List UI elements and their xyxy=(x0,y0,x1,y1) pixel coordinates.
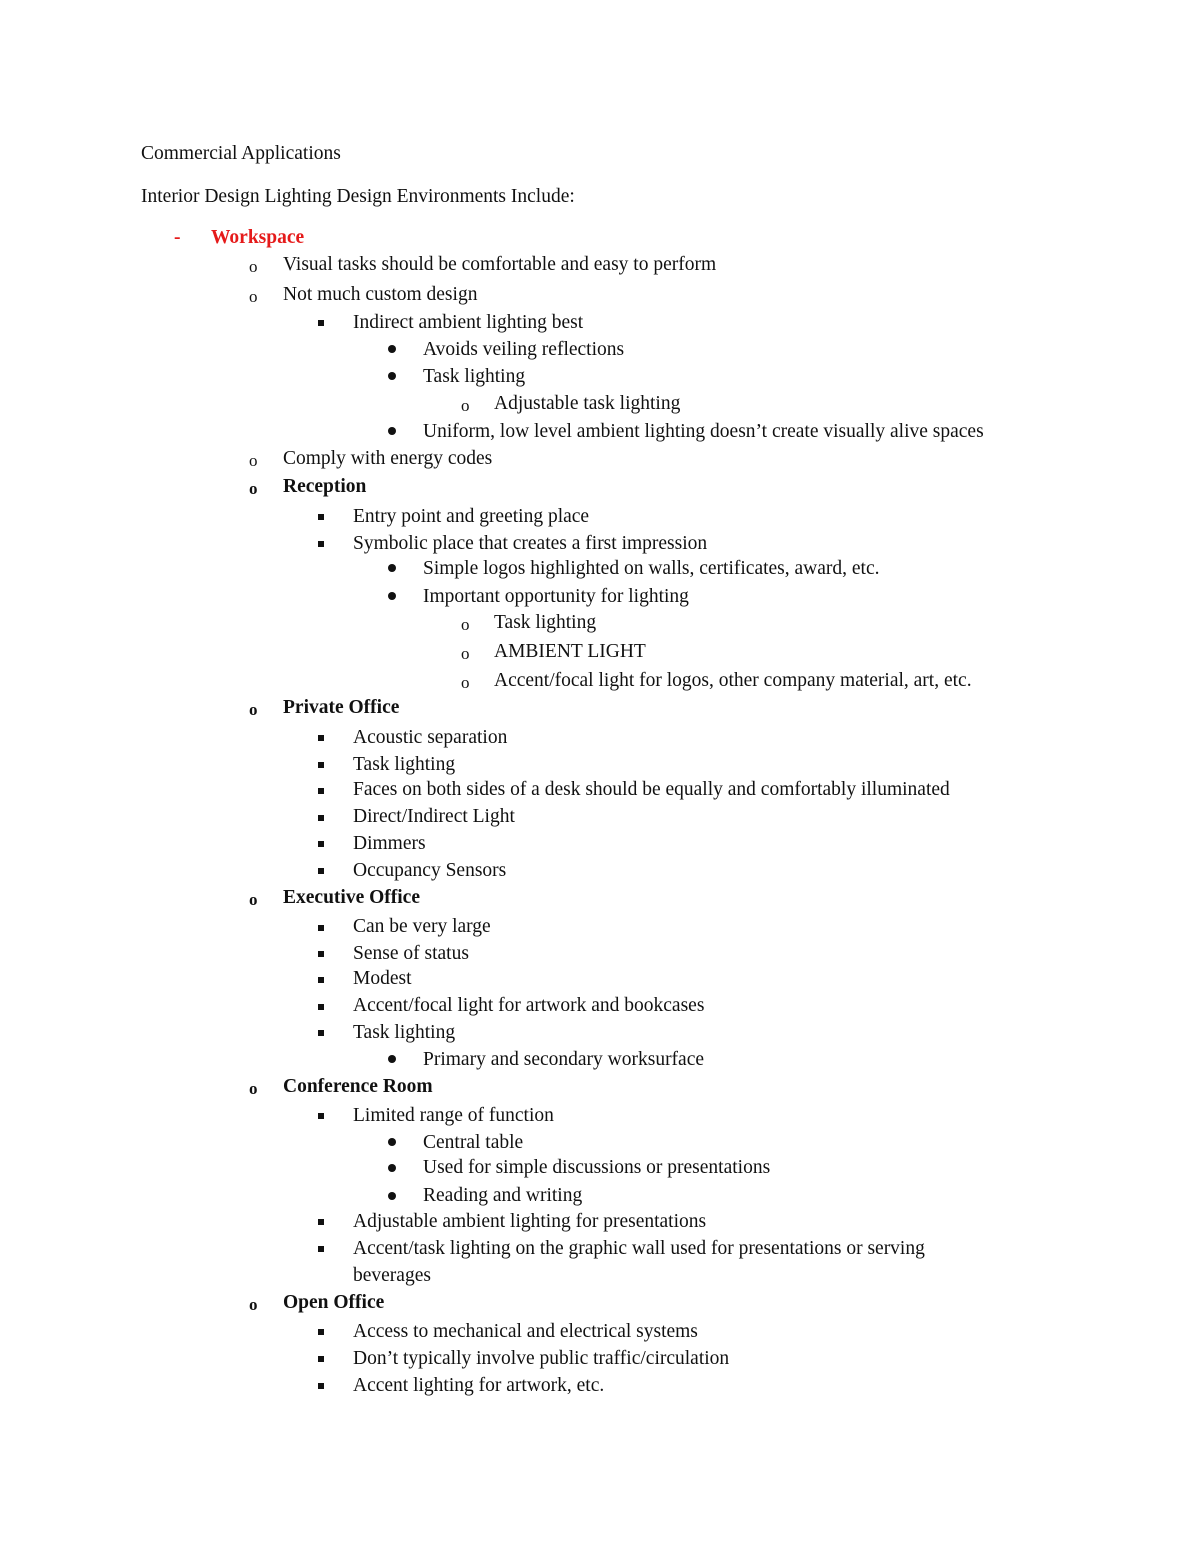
o-bullet: o xyxy=(249,479,258,498)
round-bullet xyxy=(388,1055,396,1063)
list-item: Limited range of function xyxy=(353,1105,554,1126)
square-bullet xyxy=(318,868,324,874)
round-bullet xyxy=(388,1164,396,1172)
round-bullet xyxy=(388,345,396,353)
square-bullet xyxy=(318,1219,324,1225)
list-item: Don’t typically involve public traffic/circulation xyxy=(353,1348,730,1369)
square-bullet xyxy=(318,815,324,821)
square-bullet xyxy=(318,977,324,983)
list-item: Direct/Indirect Light xyxy=(353,806,515,827)
round-bullet xyxy=(388,427,396,435)
o-bullet: o xyxy=(461,396,470,415)
square-bullet xyxy=(318,951,324,957)
list-item-continuation: beverages xyxy=(353,1265,431,1286)
list-item: Avoids veiling reflections xyxy=(423,339,625,360)
o-bullet: o xyxy=(461,615,470,634)
list-item: Accent/focal light for artwork and bookcases xyxy=(353,995,705,1016)
list-item: Access to mechanical and electrical systems xyxy=(353,1321,698,1342)
list-item: Acoustic separation xyxy=(353,727,508,748)
list-item: Visual tasks should be comfortable and easy to perform xyxy=(283,254,717,275)
list-item: Accent/task lighting on the graphic wall used for presentations or serving xyxy=(353,1238,925,1259)
list-item: Occupancy Sensors xyxy=(353,860,507,881)
o-bullet: o xyxy=(249,287,258,306)
o-bullet: o xyxy=(249,1295,258,1314)
o-bullet: o xyxy=(249,890,258,909)
square-bullet xyxy=(318,1113,324,1119)
list-item: Task lighting xyxy=(423,366,526,387)
section-conference-room: Conference Room xyxy=(283,1076,433,1097)
square-bullet xyxy=(318,735,324,741)
round-bullet xyxy=(388,564,396,572)
list-item: Can be very large xyxy=(353,916,491,937)
list-item: Simple logos highlighted on walls, certificates, award, etc. xyxy=(423,558,880,579)
list-item: Adjustable task lighting xyxy=(494,393,681,414)
square-bullet xyxy=(318,541,324,547)
round-bullet xyxy=(388,592,396,600)
square-bullet xyxy=(318,788,324,794)
section-reception: Reception xyxy=(283,476,367,497)
list-item: Not much custom design xyxy=(283,284,478,305)
square-bullet xyxy=(318,1004,324,1010)
o-bullet: o xyxy=(249,1079,258,1098)
list-item: Task lighting xyxy=(494,612,597,633)
list-item: Accent/focal light for logos, other company material, art, etc. xyxy=(494,670,972,691)
list-item: Task lighting xyxy=(353,1022,456,1043)
o-bullet: o xyxy=(249,700,258,719)
section-workspace: Workspace xyxy=(211,227,305,248)
list-item: Accent lighting for artwork, etc. xyxy=(353,1375,605,1396)
list-item: Modest xyxy=(353,968,412,989)
document-subtitle: Interior Design Lighting Design Environments Include: xyxy=(141,186,575,207)
list-item: Primary and secondary worksurface xyxy=(423,1049,705,1070)
list-item: Uniform, low level ambient lighting doesn’t create visually alive spaces xyxy=(423,421,984,442)
round-bullet xyxy=(388,372,396,380)
round-bullet xyxy=(388,1192,396,1200)
list-item: AMBIENT LIGHT xyxy=(494,641,646,662)
list-item: Reading and writing xyxy=(423,1185,583,1206)
o-bullet: o xyxy=(461,673,470,692)
section-private-office: Private Office xyxy=(283,697,400,718)
square-bullet xyxy=(318,1030,324,1036)
list-item: Task lighting xyxy=(353,754,456,775)
square-bullet xyxy=(318,925,324,931)
square-bullet xyxy=(318,1329,324,1335)
o-bullet: o xyxy=(249,451,258,470)
square-bullet xyxy=(318,762,324,768)
square-bullet xyxy=(318,1246,324,1252)
list-item: Symbolic place that creates a first impression xyxy=(353,533,708,554)
list-item: Important opportunity for lighting xyxy=(423,586,689,607)
dash-bullet: - xyxy=(174,227,181,248)
o-bullet: o xyxy=(249,257,258,276)
square-bullet xyxy=(318,514,324,520)
list-item: Entry point and greeting place xyxy=(353,506,590,527)
section-executive-office: Executive Office xyxy=(283,887,420,908)
square-bullet xyxy=(318,1383,324,1389)
square-bullet xyxy=(318,320,324,326)
o-bullet: o xyxy=(461,644,470,663)
list-item: Central table xyxy=(423,1132,524,1153)
list-item: Faces on both sides of a desk should be equally and comfortably illuminated xyxy=(353,779,950,800)
list-item: Used for simple discussions or presentations xyxy=(423,1157,771,1178)
list-item: Sense of status xyxy=(353,943,469,964)
round-bullet xyxy=(388,1138,396,1146)
list-item: Indirect ambient lighting best xyxy=(353,312,584,333)
square-bullet xyxy=(318,1356,324,1362)
document-title: Commercial Applications xyxy=(141,143,341,164)
section-open-office: Open Office xyxy=(283,1292,385,1313)
list-item: Comply with energy codes xyxy=(283,448,493,469)
square-bullet xyxy=(318,841,324,847)
list-item: Dimmers xyxy=(353,833,426,854)
list-item: Adjustable ambient lighting for presentations xyxy=(353,1211,707,1232)
